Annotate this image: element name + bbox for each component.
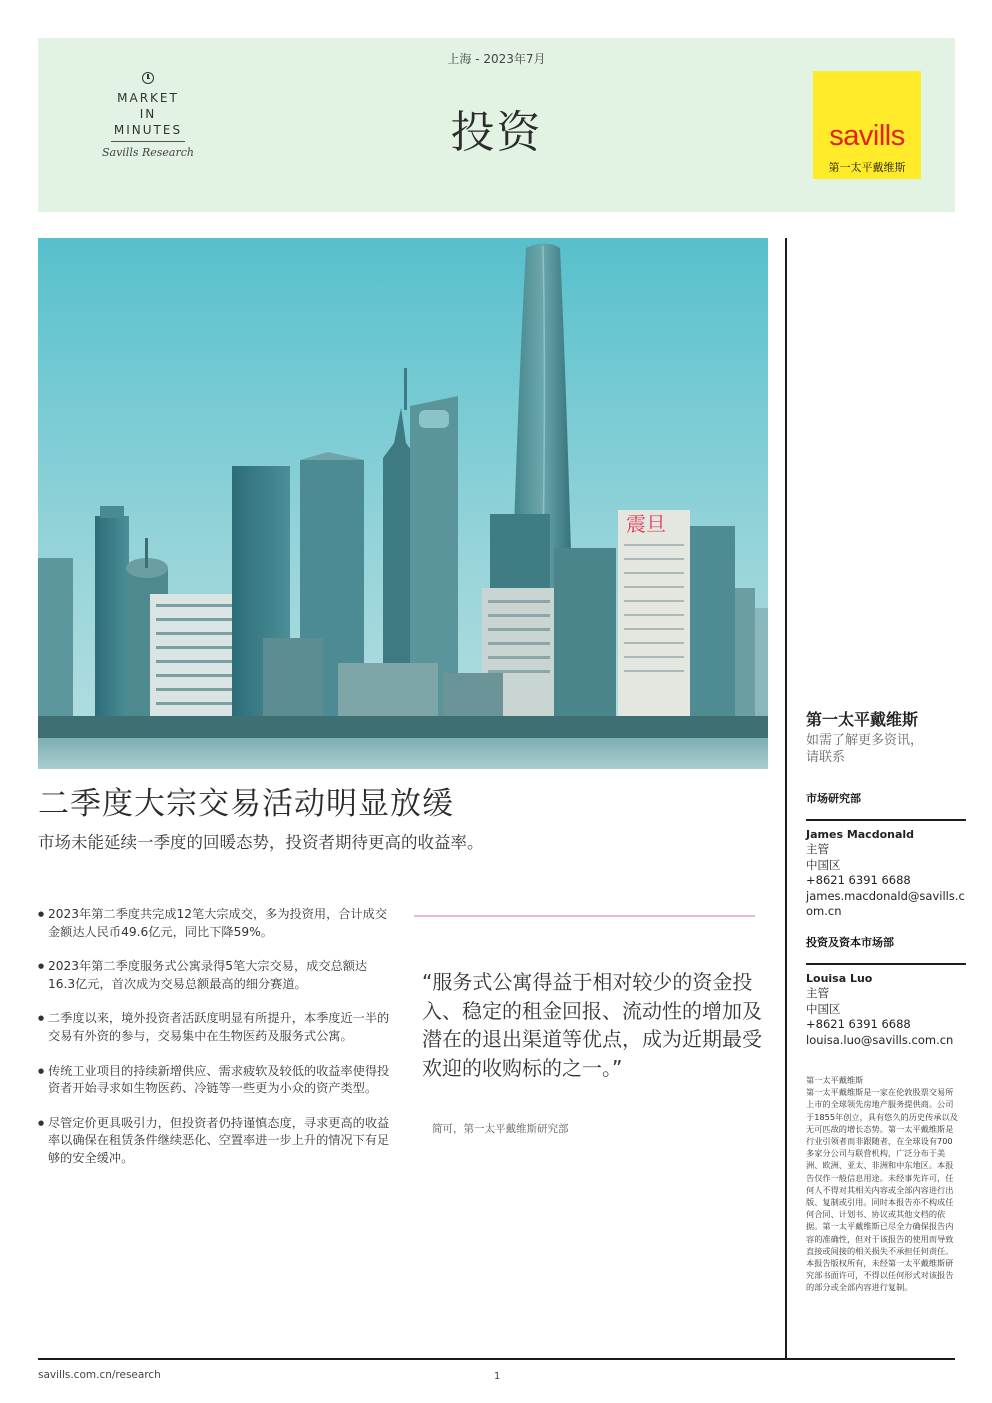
contact-email[interactable]: james.macdonald@savills.com.cn xyxy=(806,888,965,919)
contact-email[interactable]: louisa.luo@savills.com.cn xyxy=(806,1032,954,1047)
contact-region: 中国区 xyxy=(806,857,841,872)
quote-attribution: 简可，第一太平戴维斯研究部 xyxy=(432,1123,569,1135)
aurora-sign: 震旦 xyxy=(626,512,666,536)
contact-section-investment xyxy=(806,934,966,1048)
lead-text: 市场未能延续一季度的回暖态势，投资者期待更高的收益率。 xyxy=(38,833,484,852)
header-band xyxy=(38,38,955,212)
key-points-list xyxy=(38,906,392,1185)
contact-role: 主管 xyxy=(806,842,829,857)
contact-card xyxy=(806,827,966,921)
page-number: 1 xyxy=(494,1371,501,1382)
column-divider xyxy=(785,238,787,1358)
quote-divider xyxy=(414,915,755,917)
savills-logo xyxy=(813,71,921,179)
sidebar-brand: 第一太平戴维斯 xyxy=(806,710,919,729)
list-item: ● 2023年第二季度共完成12笔大宗成交，多为投资用，合计成交金额达人民币49.6亿元，同比下降59%。 xyxy=(38,906,392,941)
savills-logo-word: savills xyxy=(829,120,905,152)
sidebar-contact-intro xyxy=(806,732,966,766)
contact-name: James Macdonald xyxy=(806,827,915,841)
logo-line-2: IN xyxy=(139,107,157,121)
disclaimer xyxy=(806,1074,958,1294)
list-item: ● 2023年第二季度服务式公寓录得5笔大宗交易，成交总额达16.3亿元，首次成为交易总额最高的细分赛道。 xyxy=(38,958,392,993)
logo-line-1: MARKET xyxy=(117,91,179,105)
pull-quote: “服务式公寓得益于相对较少的资金投入、稳定的租金回报、流动性的增加及潜在的退出渠道等优点，成为近期最受欢迎的收购标的之一。” xyxy=(422,970,762,1080)
contact-line-2: 请联系 xyxy=(806,750,846,765)
disclaimer-text: 第一太平戴维斯是一家在伦敦股票交易所上市的全球领先房地产服务提供商。公司于1855年创立，具有悠久的历史传承以及无可匹敌的增长态势。第一太平戴维斯是行业引领者而非跟随者，在全球设有700多家分公司与联营机构，广泛分布于美洲、欧洲、亚太、非洲和中东地区。本报告仅作一般信息用途。未经事先许可，任何人不得对其相关内容或全部内容进行出版、复制或引用。同时本报告亦不构成任何合同、计划书、协议或其他文档的依据。第一太平戴维斯已尽全力确保报告内容的准确性，但对于该报告的使用而导致直接或间接的相关损失不承担任何责任。本报告版权所有，未经第一太平戴维斯研究部书面许可，不得以任何形式对该报告的部分或全部内容进行复制。 xyxy=(806,1087,958,1293)
contact-card xyxy=(806,971,966,1049)
contact-name: Louisa Luo xyxy=(806,971,873,985)
headline: 二季度大宗交易活动明显放缓 xyxy=(38,786,454,822)
section-rule xyxy=(806,963,966,965)
logo-line-3: MINUTES xyxy=(113,123,183,137)
list-item: ● 传统工业项目的持续新增供应、需求疲软及较低的收益率使得投资者开始寻求如生物医药、冷链等一些更为小众的资产类型。 xyxy=(38,1063,392,1098)
disclaimer-title: 第一太平戴维斯 xyxy=(806,1075,864,1085)
section-title: 市场研究部 xyxy=(806,792,861,805)
list-item: ● 尽管定价更具吸引力，但投资者仍持谨慎态度，寻求更高的收益率以确保在租赁条件继续恶化、空置率进一步上升的情况下有足够的安全缓冲。 xyxy=(38,1115,392,1168)
logo-subtitle: Savills Research xyxy=(101,146,194,159)
contact-phone: +8621 6391 6688 xyxy=(806,873,911,888)
contact-phone: +8621 6391 6688 xyxy=(806,1017,911,1032)
section-title: 投资及资本市场部 xyxy=(806,936,894,949)
section-rule xyxy=(806,819,966,821)
contact-line-1: 如需了解更多资讯， xyxy=(806,733,924,748)
contact-region: 中国区 xyxy=(806,1001,841,1016)
contact-section-research xyxy=(806,790,966,920)
skyline-photo xyxy=(38,238,768,769)
list-item: ● 二季度以来，境外投资者活跃度明显有所提升，本季度近一半的交易有外资的参与，交易集中在生物医药及服务式公寓。 xyxy=(38,1010,392,1045)
footer-rule xyxy=(38,1358,955,1360)
page-title: 投资 xyxy=(450,107,543,158)
savills-logo-cn: 第一太平戴维斯 xyxy=(828,161,906,174)
footer-url[interactable]: savills.com.cn/research xyxy=(38,1369,161,1381)
contact-role: 主管 xyxy=(806,986,829,1001)
clock-icon xyxy=(142,72,154,84)
location-date: 上海 - 2023年7月 xyxy=(447,52,546,66)
